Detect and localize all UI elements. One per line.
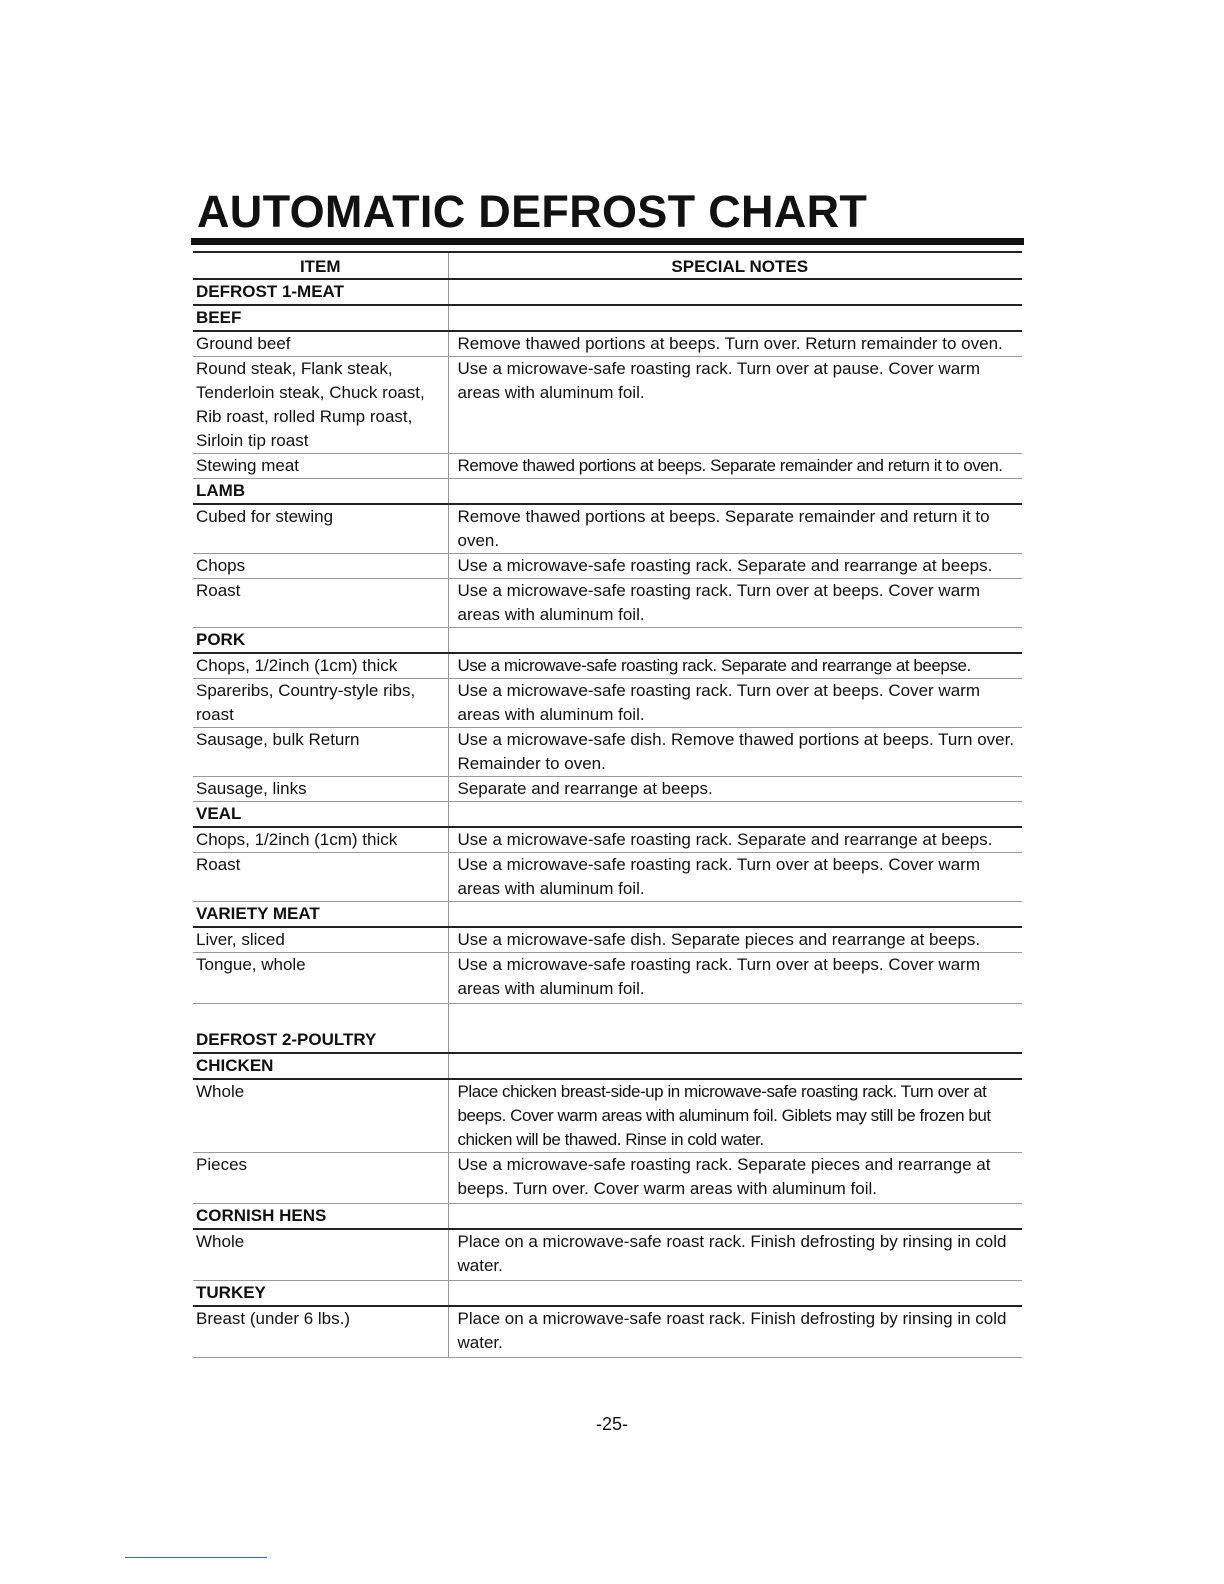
item-cell: CHICKEN bbox=[193, 1053, 448, 1079]
notes-cell: Use a microwave-safe roasting rack. Turn over at beeps. Cover warm areas with aluminum foil. bbox=[448, 679, 1022, 728]
notes-cell: Use a microwave-safe roasting rack. Separate and rearrange at beepse. bbox=[448, 653, 1022, 679]
item-cell: CORNISH HENS bbox=[193, 1204, 448, 1230]
notes-cell: Remove thawed portions at beeps. Separate remainder and return it to oven. bbox=[448, 454, 1022, 479]
notes-cell bbox=[448, 1053, 1022, 1079]
table-row bbox=[193, 1306, 1022, 1358]
notes-cell: Use a microwave-safe roasting rack. Separate pieces and rearrange at beeps. Turn over. Cover warm areas with aluminum foil. bbox=[448, 1153, 1022, 1204]
section-row bbox=[193, 305, 1022, 331]
item-cell: Whole bbox=[193, 1229, 448, 1281]
notes-cell: Remove thawed portions at beeps. Separate remainder and return it to oven. bbox=[448, 504, 1022, 554]
item-cell: VARIETY MEAT bbox=[193, 902, 448, 928]
table-row bbox=[193, 653, 1022, 679]
table-row bbox=[193, 728, 1022, 777]
section-row bbox=[193, 1204, 1022, 1230]
notes-cell: Use a microwave-safe roasting rack. Separate and rearrange at beeps. bbox=[448, 554, 1022, 579]
notes-cell: Use a microwave-safe roasting rack. Turn over at beeps. Cover warm areas with aluminum foil. bbox=[448, 853, 1022, 902]
notes-cell: Place on a microwave-safe roast rack. Finish defrosting by rinsing in cold water. bbox=[448, 1306, 1022, 1358]
item-cell: Sausage, bulk Return bbox=[193, 728, 448, 777]
notes-cell bbox=[448, 1204, 1022, 1230]
item-cell: Roast bbox=[193, 853, 448, 902]
section-row bbox=[193, 628, 1022, 654]
section-row bbox=[193, 1053, 1022, 1079]
notes-cell: Use a microwave-safe roasting rack. Turn over at beeps. Cover warm areas with aluminum foil. bbox=[448, 579, 1022, 628]
item-cell: Chops, 1/2inch (1cm) thick bbox=[193, 827, 448, 853]
notes-cell: Use a microwave-safe roasting rack. Separate and rearrange at beeps. bbox=[448, 827, 1022, 853]
notes-cell: Place chicken breast-side-up in microwave-safe roasting rack. Turn over at beeps. Cover warm areas with aluminum foil. Giblets may still be frozen but chicken will be thawed. Rinse in cold water. bbox=[448, 1079, 1022, 1153]
table-row bbox=[193, 953, 1022, 1004]
item-cell: Round steak, Flank steak, Tenderloin steak, Chuck roast, Rib roast, rolled Rump roast, Sirloin tip roast bbox=[193, 357, 448, 454]
notes-cell bbox=[448, 305, 1022, 331]
table-row bbox=[193, 777, 1022, 802]
item-cell: BEEF bbox=[193, 305, 448, 331]
notes-cell: Use a microwave-safe dish. Remove thawed portions at beeps. Turn over. Remainder to oven. bbox=[448, 728, 1022, 777]
item-cell: Breast (under 6 lbs.) bbox=[193, 1306, 448, 1358]
item-cell: Tongue, whole bbox=[193, 953, 448, 1004]
notes-cell bbox=[448, 1004, 1022, 1054]
table-row bbox=[193, 331, 1022, 357]
item-column-header: ITEM bbox=[299, 257, 341, 276]
table-row bbox=[193, 679, 1022, 728]
item-cell: VEAL bbox=[193, 802, 448, 828]
defrost-chart bbox=[193, 251, 1022, 1358]
table-row bbox=[193, 1229, 1022, 1281]
item-cell: DEFROST 1-MEAT bbox=[193, 279, 448, 305]
notes-column-header: SPECIAL NOTES bbox=[448, 252, 1022, 279]
table-row bbox=[193, 357, 1022, 454]
notes-cell: Use a microwave-safe dish. Separate pieces and rearrange at beeps. bbox=[448, 927, 1022, 953]
table-row bbox=[193, 454, 1022, 479]
table-row bbox=[193, 504, 1022, 554]
item-cell: DEFROST 2-POULTRY bbox=[193, 1004, 448, 1054]
section-row bbox=[193, 1004, 1022, 1054]
item-cell: TURKEY bbox=[193, 1281, 448, 1307]
item-cell: Cubed for stewing bbox=[193, 504, 448, 554]
section-row bbox=[193, 1281, 1022, 1307]
footer-link-underline bbox=[125, 1557, 267, 1558]
item-cell: Sausage, links bbox=[193, 777, 448, 802]
notes-cell bbox=[448, 902, 1022, 928]
item-cell: Pieces bbox=[193, 1153, 448, 1204]
notes-cell bbox=[448, 479, 1022, 505]
table-row bbox=[193, 1079, 1022, 1153]
item-cell: Stewing meat bbox=[193, 454, 448, 479]
notes-cell bbox=[448, 279, 1022, 305]
defrost-table bbox=[193, 251, 1022, 1358]
table-row bbox=[193, 579, 1022, 628]
section-row bbox=[193, 279, 1022, 305]
item-cell: PORK bbox=[193, 628, 448, 654]
item-cell: LAMB bbox=[193, 479, 448, 505]
table-row bbox=[193, 1153, 1022, 1204]
notes-cell: Place on a microwave-safe roast rack. Finish defrosting by rinsing in cold water. bbox=[448, 1229, 1022, 1281]
table-row bbox=[193, 554, 1022, 579]
item-cell: Whole bbox=[193, 1079, 448, 1153]
item-cell: Chops, 1/2inch (1cm) thick bbox=[193, 653, 448, 679]
notes-cell bbox=[448, 628, 1022, 654]
notes-cell: Use a microwave-safe roasting rack. Turn over at beeps. Cover warm areas with aluminum foil. bbox=[448, 953, 1022, 1004]
section-row bbox=[193, 902, 1022, 928]
table-row bbox=[193, 827, 1022, 853]
page-number: -25- bbox=[595, 1414, 628, 1434]
notes-cell bbox=[448, 802, 1022, 828]
item-cell: Ground beef bbox=[193, 331, 448, 357]
table-row bbox=[193, 927, 1022, 953]
title-rule bbox=[191, 238, 1024, 245]
table-header-row bbox=[193, 252, 1022, 279]
section-row bbox=[193, 479, 1022, 505]
notes-cell bbox=[448, 1281, 1022, 1307]
notes-cell: Remove thawed portions at beeps. Turn over. Return remainder to oven. bbox=[448, 331, 1022, 357]
table-row bbox=[193, 853, 1022, 902]
page-title: AUTOMATIC DEFROST CHART bbox=[197, 186, 868, 237]
item-cell: Roast bbox=[193, 579, 448, 628]
notes-cell: Use a microwave-safe roasting rack. Turn over at pause. Cover warm areas with aluminum foil. bbox=[448, 357, 1022, 454]
section-row bbox=[193, 802, 1022, 828]
item-cell: Chops bbox=[193, 554, 448, 579]
item-cell: Spareribs, Country-style ribs, roast bbox=[193, 679, 448, 728]
item-cell: Liver, sliced bbox=[193, 927, 448, 953]
notes-cell: Separate and rearrange at beeps. bbox=[448, 777, 1022, 802]
